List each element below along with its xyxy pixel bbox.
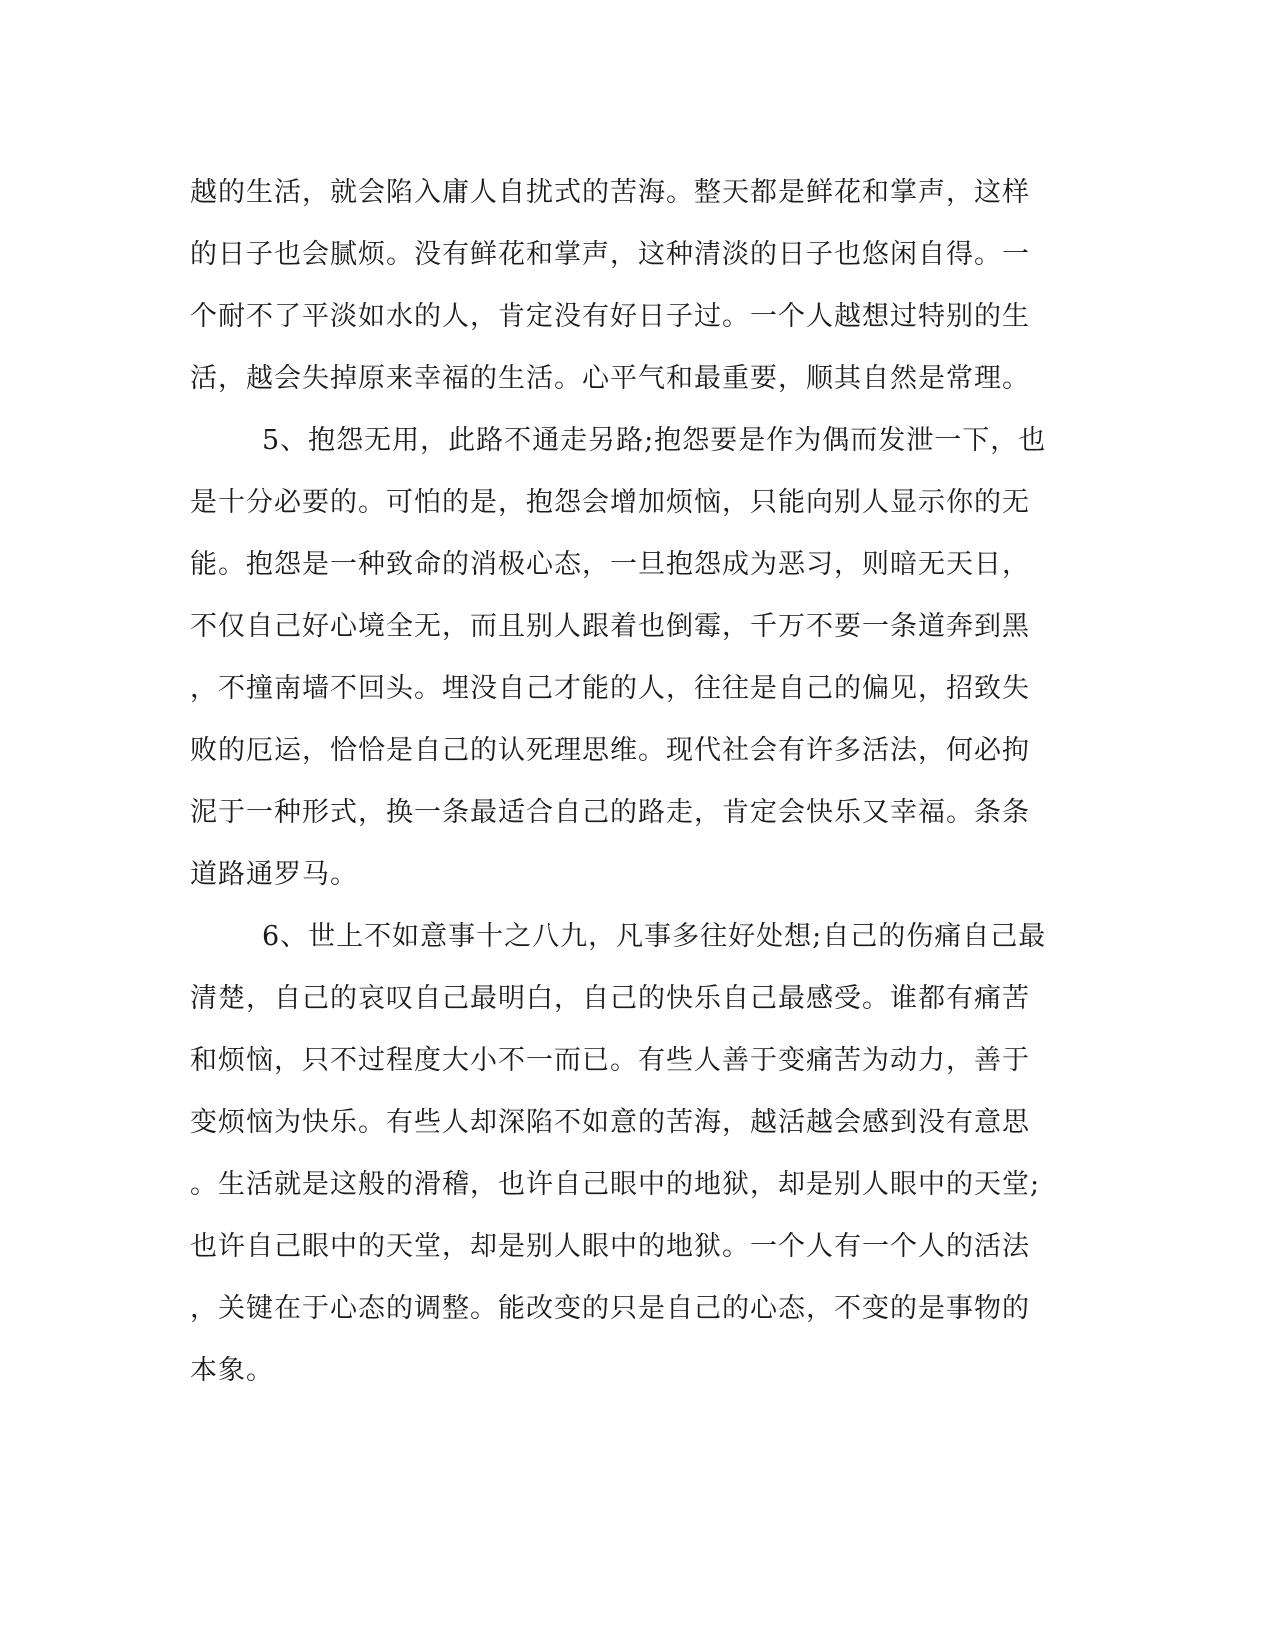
text-line: 活，越会失掉原来幸福的生活。心平气和最重要，顺其自然是常理。 bbox=[190, 363, 1030, 394]
paragraph-item-5 bbox=[190, 410, 1070, 906]
text-line: 6、世上不如意事十之八九，凡事多往好处想;自己的伤痛自己最 bbox=[262, 921, 1047, 952]
text-line: 本象。 bbox=[190, 1355, 274, 1386]
paragraph-item-6 bbox=[190, 906, 1070, 1402]
text-line: ，关键在于心态的调整。能改变的只是自己的心态，不变的是事物的 bbox=[190, 1293, 1030, 1324]
text-line: 败的厄运，恰恰是自己的认死理思维。现代社会有许多活法，何必拘 bbox=[190, 735, 1030, 766]
text-line: 不仅自己好心境全无，而且别人跟着也倒霉，千万不要一条道奔到黑 bbox=[190, 611, 1030, 642]
text-line: 和烦恼，只不过程度大小不一而已。有些人善于变痛苦为动力，善于 bbox=[190, 1045, 1030, 1076]
text-line: 道路通罗马。 bbox=[190, 859, 358, 890]
text-line: 个耐不了平淡如水的人，肯定没有好日子过。一个人越想过特别的生 bbox=[190, 301, 1030, 332]
text-line: 越的生活，就会陷入庸人自扰式的苦海。整天都是鲜花和掌声，这样 bbox=[190, 177, 1030, 208]
document-body bbox=[190, 162, 1070, 1402]
text-line: 。生活就是这般的滑稽，也许自己眼中的地狱，却是别人眼中的天堂; bbox=[190, 1169, 1041, 1200]
text-line: 能。抱怨是一种致命的消极心态，一旦抱怨成为恶习，则暗无天日， bbox=[190, 549, 1030, 580]
text-line: 5、抱怨无用，此路不通走另路;抱怨要是作为偶而发泄一下，也 bbox=[262, 425, 1047, 456]
text-line: 泥于一种形式，换一条最适合自己的路走，肯定会快乐又幸福。条条 bbox=[190, 797, 1030, 828]
paragraph-1 bbox=[190, 162, 1070, 410]
text-line: 清楚，自己的哀叹自己最明白，自己的快乐自己最感受。谁都有痛苦 bbox=[190, 983, 1030, 1014]
text-line: 的日子也会腻烦。没有鲜花和掌声，这种清淡的日子也悠闲自得。一 bbox=[190, 239, 1030, 270]
text-line: 变烦恼为快乐。有些人却深陷不如意的苦海，越活越会感到没有意思 bbox=[190, 1107, 1030, 1138]
text-line: 是十分必要的。可怕的是，抱怨会增加烦恼，只能向别人显示你的无 bbox=[190, 487, 1030, 518]
text-line: 也许自己眼中的天堂，却是别人眼中的地狱。一个人有一个人的活法 bbox=[190, 1231, 1030, 1262]
text-line: ，不撞南墙不回头。埋没自己才能的人，往往是自己的偏见，招致失 bbox=[190, 673, 1030, 704]
